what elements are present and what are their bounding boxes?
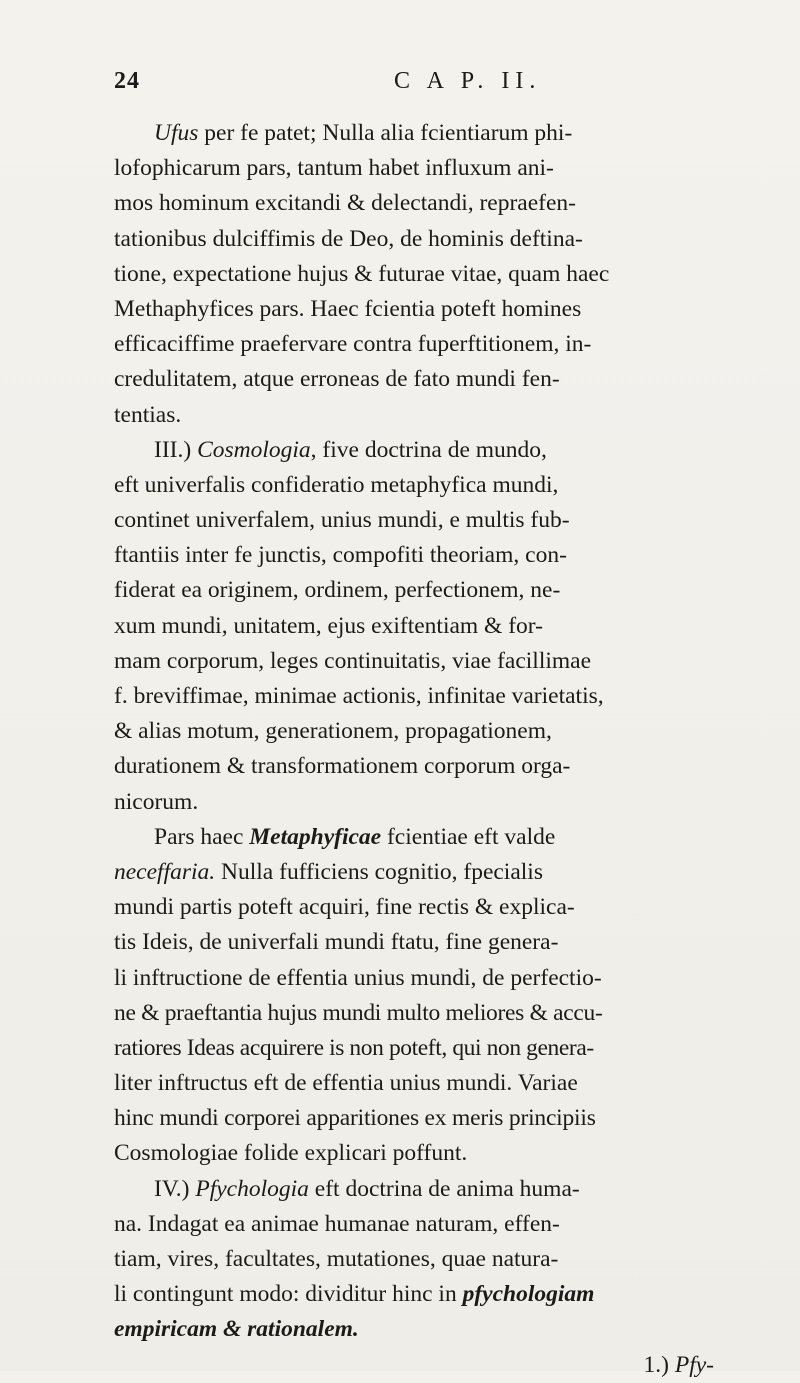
- text-line: Pars haec Metaphyficae fcientiae eft valde: [154, 823, 556, 850]
- text-line: & alias motum, generationem, propagationem,: [114, 718, 552, 745]
- page-header: [114, 68, 734, 102]
- text-line: ne & praeftantia hujus mundi multo meliores & accu-: [114, 999, 603, 1026]
- emphasis: Ufus: [154, 120, 199, 146]
- emphasis: Metaphyficae: [249, 823, 382, 850]
- text-line: IV.) Pfychologia eft doctrina de anima huma-: [154, 1175, 580, 1202]
- text-line: li contingunt modo: dividitur hinc in pfychologiam: [114, 1281, 595, 1308]
- text-line: tione, expectatione hujus & futurae vitae, quam haec: [114, 260, 610, 287]
- text-line: credulitatem, atque erroneas de fato mundi fen-: [114, 366, 560, 393]
- text-line: eft univerfalis confideratio metaphyfica mundi,: [114, 471, 559, 498]
- emphasis: Cosmologia: [197, 436, 311, 463]
- text-line: ratiores Ideas acquirere is non poteft, qui non genera-: [114, 1034, 594, 1061]
- text-line: li inftructione de effentia unius mundi, de perfectio-: [114, 964, 602, 991]
- text-line: nicorum.: [114, 788, 199, 815]
- text-line: neceffaria. Nulla fufficiens cognitio, fpecialis: [114, 858, 543, 885]
- text-line: tis Ideis, de univerfali mundi ftatu, fine genera-: [114, 929, 559, 956]
- emphasis: Pfychologia: [195, 1175, 309, 1202]
- text-line: Cosmologiae folide explicari poffunt.: [114, 1140, 468, 1167]
- text-line: Methaphyfices pars. Haec fcientia poteft homines: [114, 295, 582, 322]
- text-line: efficaciffime praefervare contra fuperftitionem, in-: [114, 331, 592, 358]
- text-line: continet univerfalem, unius mundi, e multis fub-: [114, 507, 570, 534]
- text-line: durationem & transformationem corporum orga-: [114, 753, 571, 780]
- page-number: 24: [114, 68, 140, 94]
- text-line: mos hominum excitandi & delectandi, repraefen-: [114, 190, 577, 217]
- emphasis: empiricam & rationalem.: [114, 1316, 359, 1343]
- body-text: [114, 116, 754, 1383]
- catchword: 1.) Pfy-: [643, 1351, 714, 1378]
- text-line: mundi partis poteft acquiri, fine rectis & explica-: [114, 894, 575, 921]
- text-line: fiderat ea originem, ordinem, perfectionem, ne-: [114, 577, 561, 604]
- text-line: liter inftructus eft de effentia unius mundi. Variae: [114, 1070, 578, 1097]
- text-line: tationibus dulciffimis de Deo, de hominis deftina-: [114, 225, 583, 252]
- text-line: ftantiis inter fe junctis, compofiti theoriam, con-: [114, 542, 567, 569]
- text-line: mam corporum, leges continuitatis, viae facillimae: [114, 647, 592, 674]
- text-line: lofophicarum pars, tantum habet influxum ani-: [114, 155, 554, 182]
- emphasis: Pfy-: [674, 1351, 714, 1378]
- emphasis: pfychologiam: [462, 1281, 595, 1308]
- text-line: [114, 1312, 754, 1347]
- running-head: C A P. II.: [394, 68, 542, 94]
- text-line: III.) Cosmologia, five doctrina de mundo,: [154, 436, 547, 463]
- emphasis: neceffaria.: [114, 858, 216, 885]
- text-line: hinc mundi corporei apparitiones ex meris principiis: [114, 1105, 596, 1132]
- text-line: xum mundi, unitatem, ejus exiftentiam & for-: [114, 612, 543, 639]
- text-line: f. breviffimae, minimae actionis, infinitae varietatis,: [114, 683, 604, 709]
- text-line: na. Indagat ea animae humanae naturam, effen-: [114, 1210, 560, 1237]
- text-line: tentias.: [114, 401, 182, 428]
- text-line: Ufus per fe patet; Nulla alia fcientiarum phi-: [154, 120, 573, 146]
- text-line: tiam, vires, facultates, mutationes, quae natura-: [114, 1246, 559, 1272]
